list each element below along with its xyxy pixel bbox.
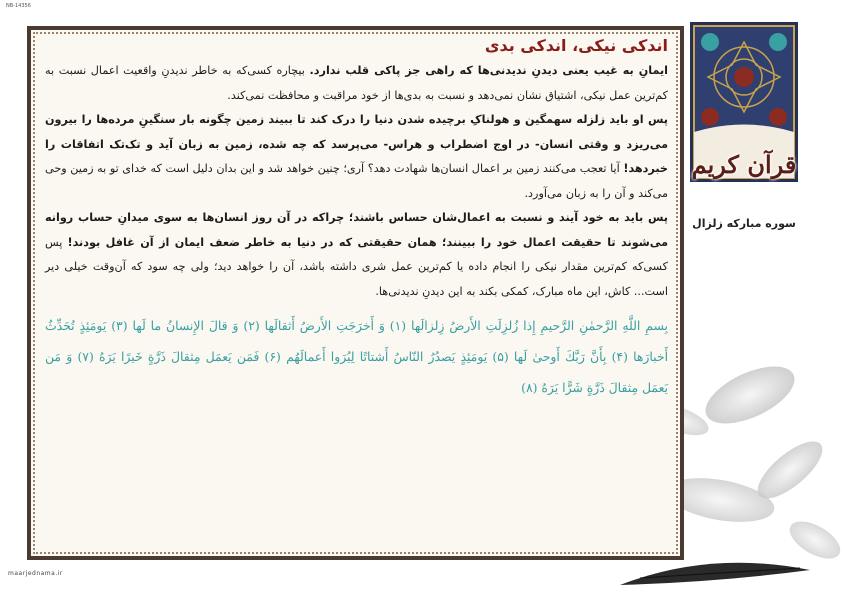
quran-header-panel xyxy=(690,22,798,442)
surah-title: سوره مبارکه زلزال xyxy=(692,217,796,230)
paragraph-3 xyxy=(45,206,668,304)
paragraph-2-bold: پس او باید زلزله سهمگین و هولناکِ برچیده شدن دنیا را درک کند تا ببیند زمین چگونه بار سنگینِ مرده‌ها را بیرون می‌ریزد و وقتی انسان- در اوج اضطراب و هراس- می‌پرسد که چه شده، زمین به زبان آید و تک‌تک اتفاقات را خبردهد! xyxy=(45,113,668,175)
paragraph-1-bold: ایمانِ به غیب یعنی دیدنِ ندیدنی‌ها که راهی جز پاکی قلب ندارد. xyxy=(309,64,668,77)
article-title: اندکی نیکی، اندکی بدی xyxy=(484,36,668,55)
article-content xyxy=(45,36,668,403)
paragraph-2-text: آیا تعجب می‌کنند زمین بر اعمال انسان‌ها شهادت دهد؟ آری؛ چنین خواهد شد و این بدان دلیل است که خدای تو به زمین وحی می‌کند و آن را به زبان می‌آورد. xyxy=(45,162,668,200)
quran-verses: بِسمِ اللَّهِ الرَّحمٰنِ الرَّحیمِ إِذا زُلزِلَتِ الأَرضُ زِلزالَها (۱) وَ أَخرَجَتِ الأَرضُ أَثقالَها (۲) وَ قالَ الإِنسانُ ما لَها (۳) یَومَئِذٍ تُحَدِّثُ أَخبارَها (۴) بِأَنَّ رَبَّكَ أَوحىٰ لَها (۵) یَومَئِذٍ یَصدُرُ النّاسُ أَشتاتًا لِیُرَوا أَعمالَهُم (۶) فَمَن یَعمَل مِثقالَ ذَرَّةٍ خَیرًا یَرَهُ (۷) وَ مَن یَعمَل مِثقالَ ذَرَّةٍ شَرًّا یَرَهُ (۸) xyxy=(45,318,669,395)
quran-logo-text: قرآن کریم xyxy=(691,150,797,179)
site-url: maarjednama.ir xyxy=(8,570,63,577)
paragraph-3-text: پس کسی‌که کم‌ترین مقدار نیکی را انجام داده یا کم‌ترین عمل شری داشته باشد، آن را خواهد دید؛ ولی چه سود که آن‌وقت خیلی دیر است... کاش، این ماه مبارک، کمکی بکند به این دیدنِ ندیدنی‌ها. xyxy=(45,235,668,298)
article-frame xyxy=(27,26,684,560)
paragraph-1-text: بیچاره کسی‌که به خاطر ندیدنِ واقعیت اعمال نسبت به کم‌ترین عمل نیکی، اشتیاق نشان نمی‌دهد و نسبت به بدی‌ها از خود مراقبت و محافظت نمی‌کند. xyxy=(45,64,668,102)
paragraph-1 xyxy=(45,59,668,108)
page-id: NB-14356 xyxy=(6,3,31,9)
paragraph-3-bold: پس باید به خود آیند و نسبت به اعمال‌شان حساس باشند؛ چراکه در آن روز انسان‌ها به سوی میدانِ حساب روانه می‌شوند تا حقیقت اعمال خود را ببینند؛ همان حقیقتی که در دنیا به خاطر ضعف ایمان از آن غافل بودند! xyxy=(45,211,668,249)
paragraph-2 xyxy=(45,108,668,206)
